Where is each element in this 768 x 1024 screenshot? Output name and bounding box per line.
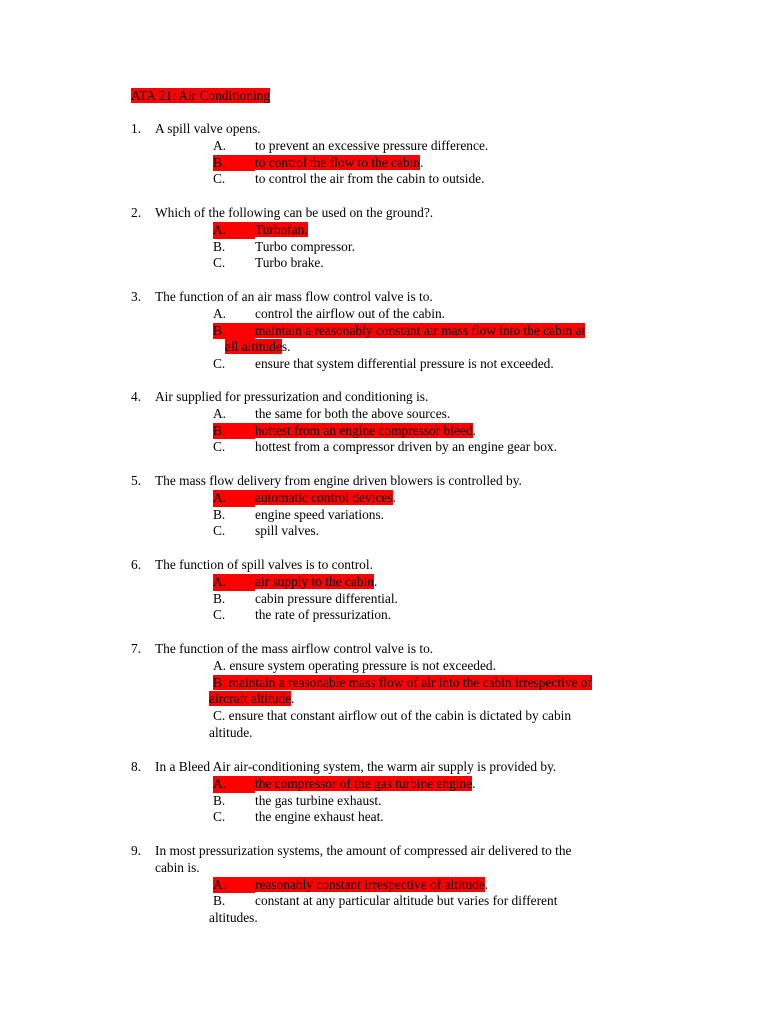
option-c: C. the rate of pressurization.	[213, 607, 392, 623]
option-a: A. control the airflow out of the cabin.	[213, 305, 446, 321]
question-number: 1.	[131, 121, 142, 136]
option-a: A. ensure system operating pressure is not exceeded.	[213, 657, 496, 673]
page-title	[131, 88, 270, 105]
option-c: C. ensure that constant airflow out of the cabin is dictated by cabin	[213, 708, 572, 724]
option-a: A. to prevent an excessive pressure difference.	[213, 137, 489, 153]
option-c: C. Turbo brake.	[213, 255, 324, 271]
option-b-continuation: aircraft altitude.	[209, 691, 295, 707]
question-7: 7. The function of the mass airflow control valve is to. A. ensure system operating pressure is not exceeded. B. maintain a reasonable mass flow of air into the cabin irrespective of aircraft altitude. C. ensure that constant airflow out of the cabin is dictated by cabin altitude.	[131, 641, 691, 742]
option-c-continuation: altitude.	[209, 724, 253, 740]
option-c: C. hottest from a compressor driven by an engine gear box.	[213, 439, 557, 455]
option-b: B. constant at any particular altitude but varies for different	[213, 893, 558, 909]
option-b-answer: B. maintain a reasonably constant air mass flow into the cabin at	[213, 322, 586, 338]
option-c: C. to control the air from the cabin to outside.	[213, 171, 485, 187]
option-a-answer: A. air supply to the cabin.	[213, 573, 378, 589]
question-2: 2. Which of the following can be used on the ground?. A. Turbofan. B. Turbo compressor. C. Turbo brake.	[131, 205, 691, 272]
question-5: 5. The mass flow delivery from engine driven blowers is controlled by. A. automatic control devices. B. engine speed variations. C. spill valves.	[131, 473, 691, 540]
option-b: B. Turbo compressor.	[213, 238, 355, 254]
question-3: 3. The function of an air mass flow control valve is to. A. control the airflow out of the cabin. B. maintain a reasonably constant air mass flow into the cabin at all altitudes. C. ensure that system differential pressure is not exceeded.	[131, 289, 691, 373]
option-c: C. spill valves.	[213, 523, 319, 539]
option-a-answer: A. the compressor of the gas turbine engine.	[213, 775, 476, 791]
option-b: B. cabin pressure differential.	[213, 590, 398, 606]
option-a-answer: A. Turbofan.	[213, 221, 308, 237]
option-b-continuation: altitudes.	[209, 910, 258, 926]
option-b: B. the gas turbine exhaust.	[213, 792, 382, 808]
option-b: B. engine speed variations.	[213, 506, 385, 522]
question-4: 4. Air supplied for pressurization and conditioning is. A. the same for both the above sources. B. hottest from an engine compressor bleed. C. hottest from a compressor driven by an engine gear box.	[131, 389, 691, 456]
question-9: 9. In most pressurization systems, the amount of compressed air delivered to the cabin is. A. reasonably constant irrespective of altitude. B. constant at any particular altitude but varies for different altitudes.	[131, 843, 691, 927]
question-text: A spill valve opens.	[155, 121, 261, 136]
option-c: C. the engine exhaust heat.	[213, 809, 384, 825]
question-6: 6. The function of spill valves is to control. A. air supply to the cabin. B. cabin pressure differential. C. the rate of pressurization.	[131, 557, 691, 624]
option-b-continuation: all altitudes.	[225, 339, 291, 355]
option-b-answer: B. to control the flow to the cabin.	[213, 154, 424, 170]
option-a-answer: A. automatic control devices.	[213, 489, 396, 505]
option-a-answer: A. reasonably constant irrespective of altitude.	[213, 876, 489, 892]
question-1	[131, 121, 691, 188]
option-b-answer: B. hottest from an engine compressor bleed.	[213, 422, 476, 438]
option-b-answer: B. maintain a reasonable mass flow of air into the cabin irrespective of	[213, 674, 592, 690]
option-a: A. the same for both the above sources.	[213, 405, 451, 421]
title-highlight: ATA 21: Air Conditioning	[131, 88, 271, 103]
question-text-continuation: cabin is.	[155, 859, 200, 875]
question-8: 8. In a Bleed Air air-conditioning system, the warm air supply is provided by. A. the compressor of the gas turbine engine. B. the gas turbine exhaust. C. the engine exhaust heat.	[131, 759, 691, 826]
option-c: C. ensure that system differential pressure is not exceeded.	[213, 356, 554, 372]
